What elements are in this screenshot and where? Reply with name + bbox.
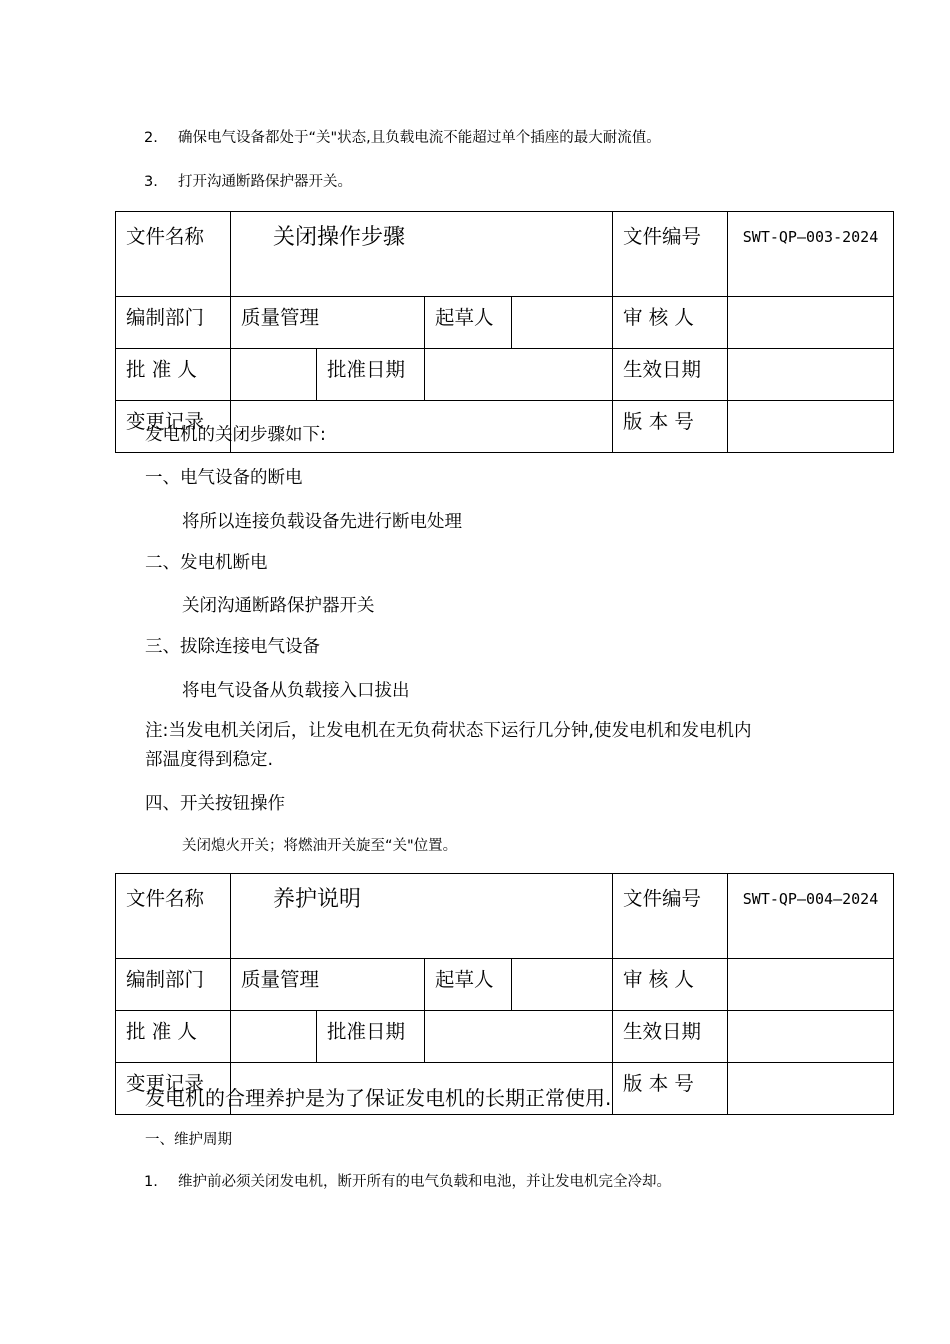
section-intro: 发电机的关闭步骤如下: (145, 425, 326, 445)
approve-date-label: 批准日期 (317, 1011, 425, 1063)
drafter-value (512, 297, 613, 349)
file-name-label: 文件名称 (116, 212, 231, 297)
dept-value: 质量管理 (231, 959, 425, 1011)
approver-label: 批 准 人 (116, 1011, 231, 1063)
effective-date-value (728, 349, 894, 401)
section-heading: 一、电气设备的断电 (145, 468, 303, 488)
version-value (728, 401, 894, 453)
file-code-label: 文件编号 (613, 212, 728, 297)
version-label: 版 本 号 (613, 1063, 728, 1115)
effective-date-label: 生效日期 (613, 349, 728, 401)
reviewer-value (728, 959, 894, 1011)
list-item (144, 1170, 671, 1191)
file-name-value: 养护说明 (231, 874, 613, 959)
drafter-label: 起草人 (425, 959, 512, 1011)
effective-date-label: 生效日期 (613, 1011, 728, 1063)
paragraph: 将所以连接负载设备先进行断电处理 (182, 512, 462, 532)
approver-value (231, 349, 317, 401)
section-heading: 四、开关按钮操作 (145, 794, 285, 814)
dept-value: 质量管理 (231, 297, 425, 349)
paragraph: 关闭沟通断路保护器开关 (182, 596, 375, 616)
file-code-value: SWT-QP—003-2024 (728, 212, 894, 297)
file-name-label: 文件名称 (116, 874, 231, 959)
document-info-table (115, 873, 894, 1115)
reviewer-value (728, 297, 894, 349)
approve-date-value (425, 1011, 613, 1063)
reviewer-label: 审 核 人 (613, 959, 728, 1011)
list-number: 1. (144, 1174, 158, 1190)
approve-date-label: 批准日期 (317, 349, 425, 401)
list-number: 3. (144, 174, 158, 190)
change-record-label: 变更记录 (116, 1063, 231, 1115)
list-text: 确保电气设备都处于“关"状态,且负载电流不能超过单个插座的最大耐流值。 (178, 130, 661, 146)
reviewer-label: 审 核 人 (613, 297, 728, 349)
version-value (728, 1063, 894, 1115)
dept-label: 编制部门 (116, 959, 231, 1011)
effective-date-value (728, 1011, 894, 1063)
approve-date-value (425, 349, 613, 401)
list-text: 打开沟通断路保护器开关。 (178, 174, 352, 190)
note-line: 注:当发电机关闭后，让发电机在无负荷状态下运行几分钟,使发电机和发电机内 (145, 721, 752, 741)
document-info-table (115, 211, 894, 453)
version-label: 版 本 号 (613, 401, 728, 453)
approver-label: 批 准 人 (116, 349, 231, 401)
note-line: 部温度得到稳定. (145, 750, 274, 770)
file-code-value: SWT-QP—004—2024 (728, 874, 894, 959)
list-item (144, 170, 352, 191)
list-text: 维护前必须关闭发电机，断开所有的电气负载和电池，并让发电机完全冷却。 (178, 1174, 671, 1190)
file-name-value: 关闭操作步骤 (231, 212, 613, 297)
section-heading: 二、发电机断电 (145, 553, 268, 573)
section-heading: 三、拔除连接电气设备 (145, 637, 320, 657)
drafter-value (512, 959, 613, 1011)
paragraph: 关闭熄火开关；将燃油开关旋至“关"位置。 (182, 838, 458, 854)
drafter-label: 起草人 (425, 297, 512, 349)
change-record-label: 变更记录 (116, 401, 231, 453)
list-number: 2. (144, 130, 158, 146)
section-heading: 一、维护周期 (145, 1132, 232, 1148)
file-code-label: 文件编号 (613, 874, 728, 959)
paragraph: 将电气设备从负载接入口拔出 (182, 681, 410, 701)
list-item (144, 126, 661, 147)
section-intro: 发电机的合理养护是为了保证发电机的长期正常使用. (145, 1086, 612, 1110)
dept-label: 编制部门 (116, 297, 231, 349)
approver-value (231, 1011, 317, 1063)
